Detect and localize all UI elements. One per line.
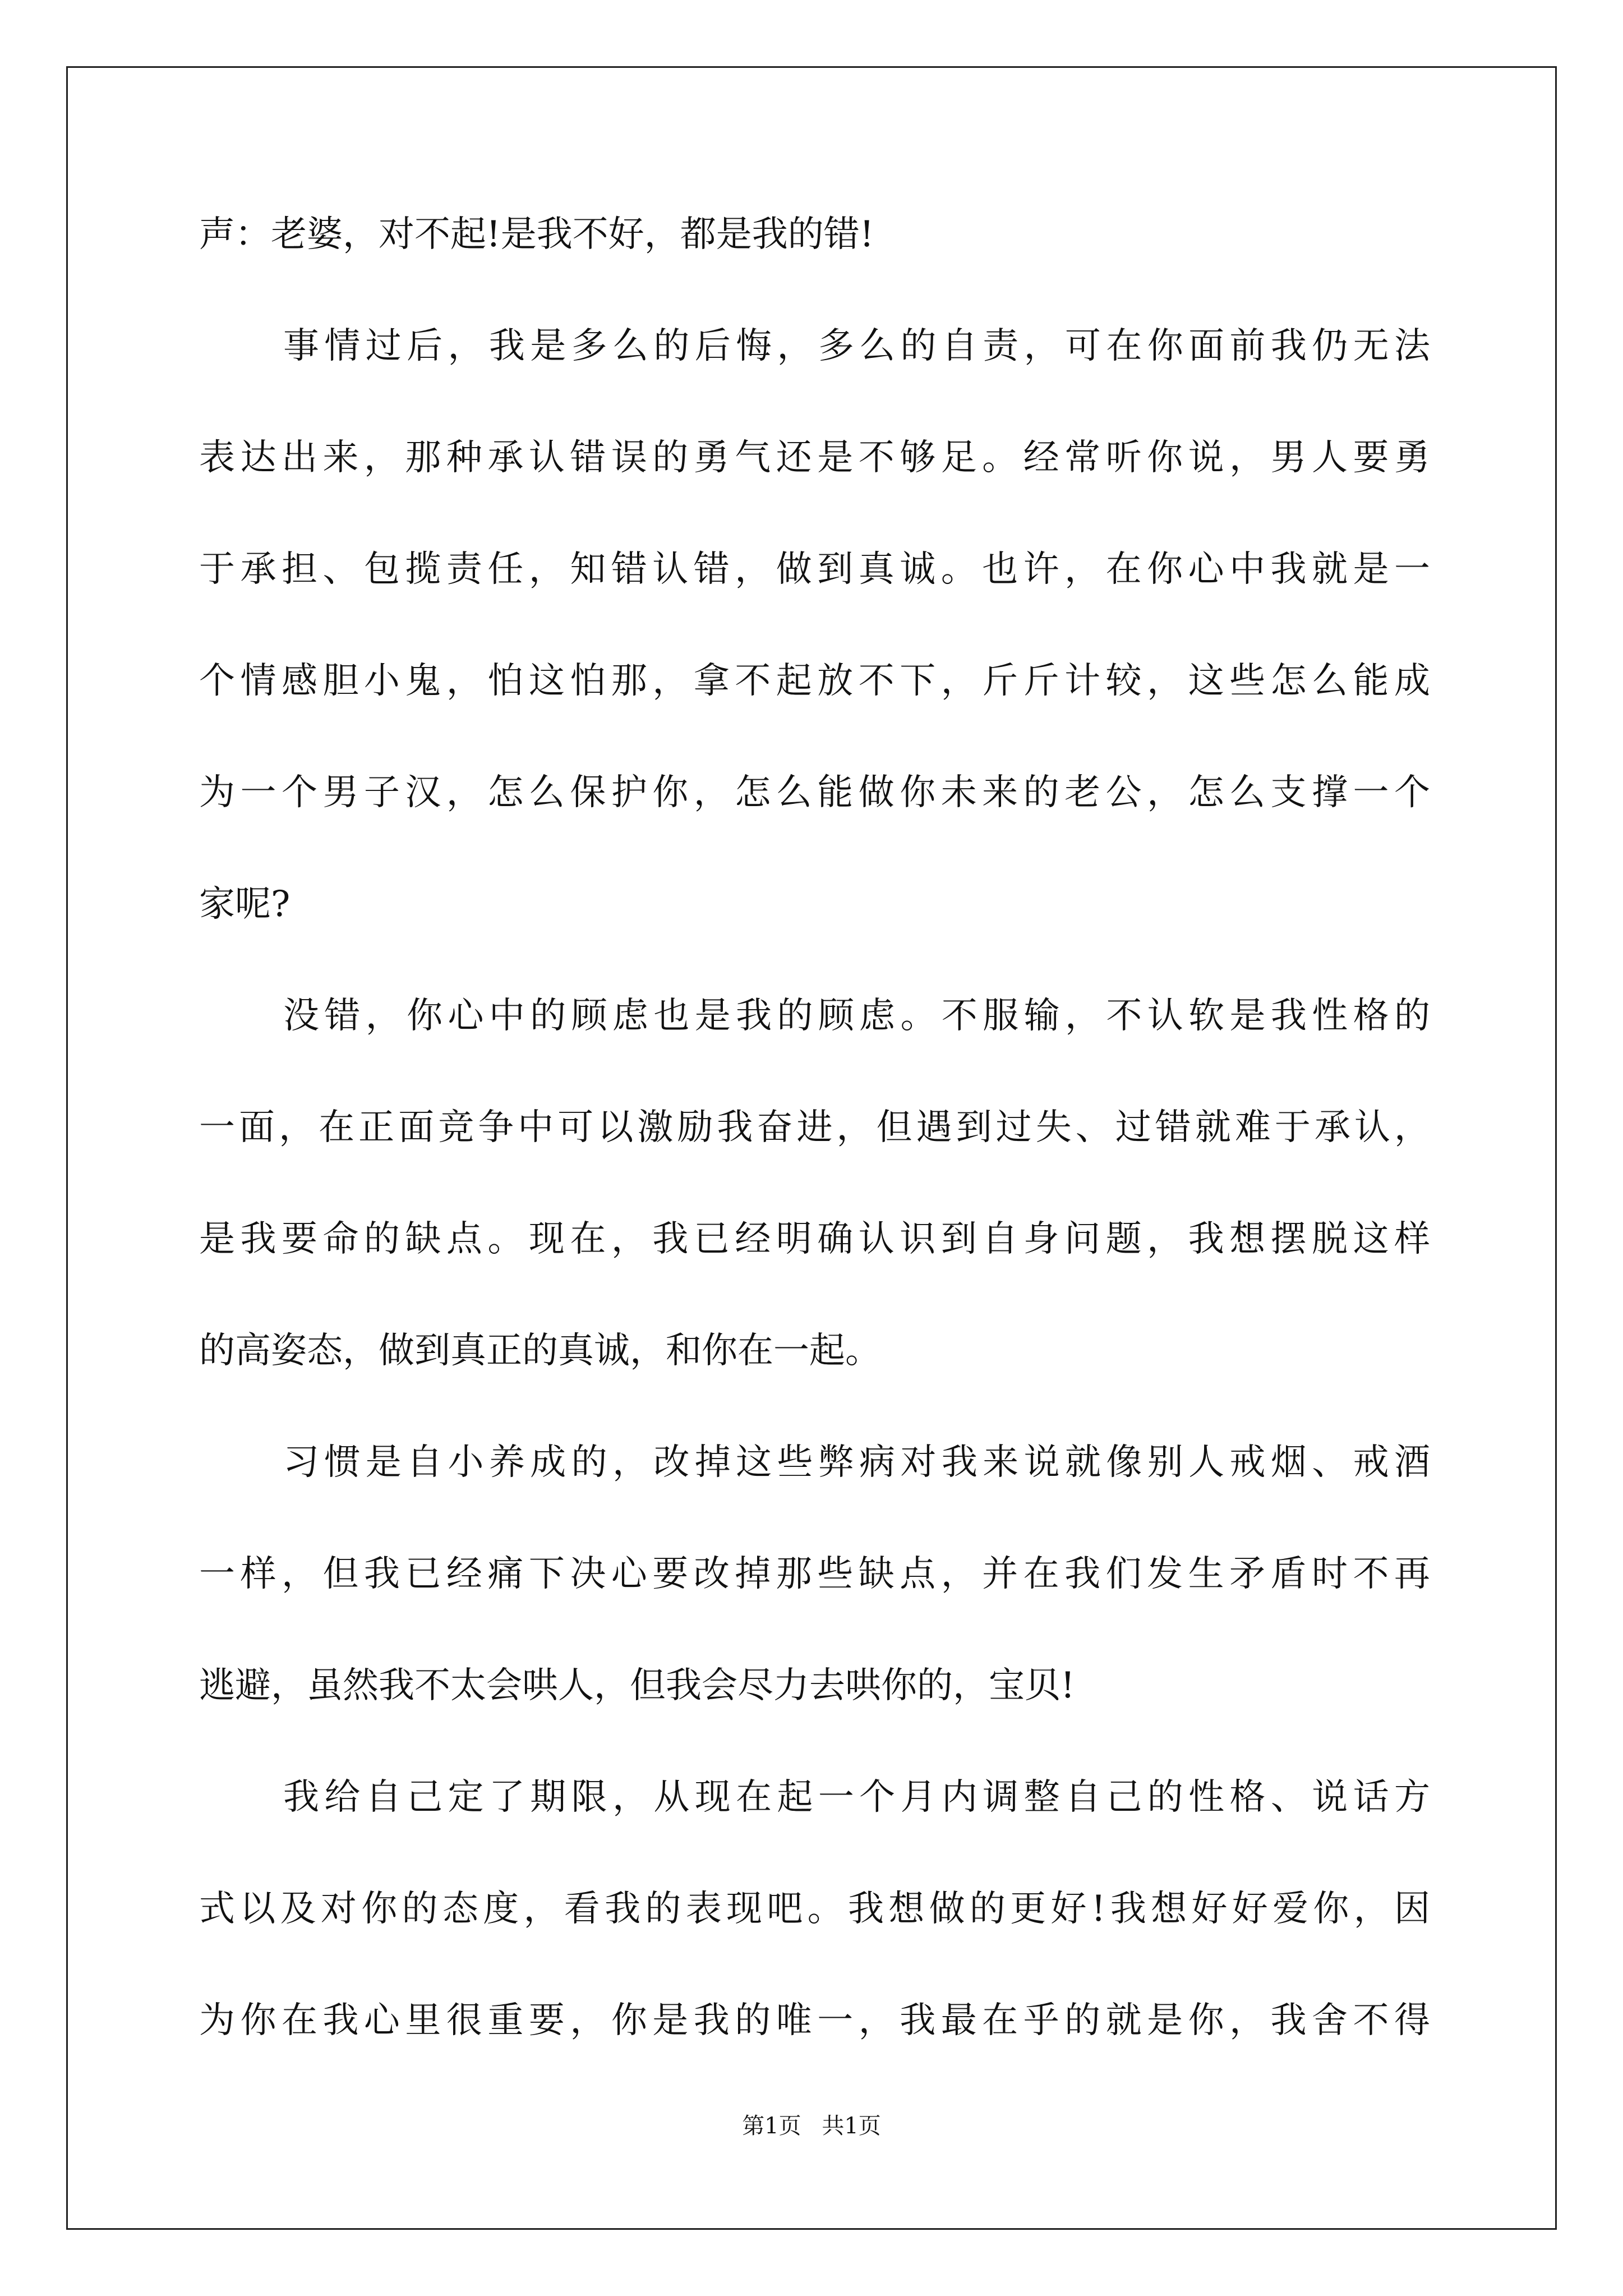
text-line: 个情感胆小鬼，怕这怕那，拿不起放不下，斤斤计较，这些怎么能成 [199, 660, 1430, 702]
page-footer [0, 2109, 1623, 2143]
text-line: 是我要命的缺点。现在，我已经明确认识到自身问题，我想摆脱这样 [199, 1218, 1430, 1260]
text-line: 为你在我心里很重要，你是我的唯一，我最在乎的就是你，我舍不得 [199, 2000, 1430, 2041]
text-line: 我给自己定了期限，从现在起一个月内调整自己的性格、说话方 [283, 1777, 1430, 1818]
text-line: 一样，但我已经痛下决心要改掉那些缺点，并在我们发生矛盾时不再 [199, 1553, 1430, 1595]
text-line: 表达出来，那种承认错误的勇气还是不够足。经常听你说，男人要勇 [199, 437, 1430, 478]
text-line: 一面，在正面竞争中可以激励我奋进，但遇到过失、过错就难于承认， [199, 1107, 1430, 1148]
text-line: 逃避，虽然我不太会哄人，但我会尽力去哄你的，宝贝! [199, 1665, 1075, 1706]
text-line: 的高姿态，做到真正的真诚，和你在一起。 [199, 1330, 881, 1372]
page-number-total: 共1页 [822, 2113, 881, 2139]
text-line: 式以及对你的态度，看我的表现吧。我想做的更好!我想好好爱你，因 [199, 1888, 1430, 1930]
text-line: 家呢? [199, 884, 291, 925]
text-line: 习惯是自小养成的，改掉这些弊病对我来说就像别人戒烟、戒酒 [283, 1442, 1430, 1483]
page-number-current: 第1页 [742, 2113, 801, 2139]
text-line: 于承担、包揽责任，知错认错，做到真诚。也许，在你心中我就是一 [199, 549, 1430, 590]
text-line: 声：老婆，对不起!是我不好，都是我的错! [199, 214, 874, 255]
text-line: 没错，你心中的顾虑也是我的顾虑。不服输，不认软是我性格的 [283, 995, 1430, 1037]
text-line: 为一个男子汉，怎么保护你，怎么能做你未来的老公，怎么支撑一个 [199, 772, 1430, 813]
text-line: 事情过后，我是多么的后悔，多么的自责，可在你面前我仍无法 [283, 325, 1430, 367]
